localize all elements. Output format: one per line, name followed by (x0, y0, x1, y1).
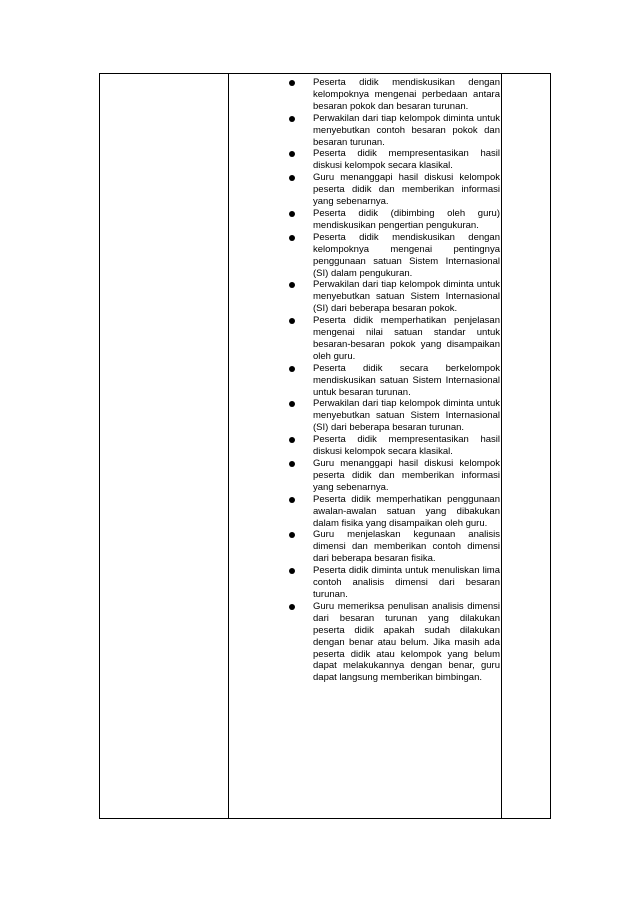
activity-item (284, 434, 500, 458)
activity-text: Guru menjelaskan kegunaan analisis dimensi dan memberikan contoh dimensi dari beberapa besaran fisika. (313, 529, 500, 565)
activity-text: Guru memeriksa penulisan analisis dimensi dari besaran turunan yang dilakukan peserta didik apakah sudah dilakukan dengan benar atau belum. Jika masih ada peserta didik atau kelompok yang belum dapat melakukannya dengan benar, guru dapat langsung memberikan bimbingan. (313, 600, 500, 684)
bullet-icon (289, 401, 295, 407)
bullet-icon (289, 568, 295, 574)
bullet-icon (289, 80, 295, 86)
activity-text: Perwakilan dari tiap kelompok diminta untuk menyebutkan satuan Sistem Internasional (SI) dari beberapa besaran pokok. (313, 279, 500, 315)
activity-item (284, 315, 500, 363)
activity-item (284, 77, 500, 113)
activity-item (284, 172, 500, 208)
bullet-icon (289, 151, 295, 157)
bullet-icon (289, 175, 295, 181)
activity-item (284, 601, 500, 684)
activity-item (284, 279, 500, 315)
bullet-icon (289, 235, 295, 241)
activity-text: Peserta didik secara berkelompok mendiskusikan satuan Sistem Internasional untuk besaran turunan. (313, 362, 500, 398)
activity-item (284, 113, 500, 149)
bullet-icon (289, 604, 295, 610)
activity-text: Peserta didik mendiskusikan dengan kelompoknya mengenai pentingnya penggunaan satuan Sistem Internasional (SI) dalam pengukuran. (313, 231, 500, 279)
bullet-icon (289, 461, 295, 467)
activity-item (284, 363, 500, 399)
activity-text: Peserta didik (dibimbing oleh guru) mendiskusikan pengertian pengukuran. (313, 207, 500, 231)
activity-cell (284, 77, 500, 684)
activity-item (284, 208, 500, 232)
bullet-icon (289, 532, 295, 538)
column-divider-2 (501, 74, 502, 818)
activity-text: Guru menanggapi hasil diskusi kelompok peserta didik dan memberikan informasi yang sebenarnya. (313, 172, 500, 208)
bullet-icon (289, 211, 295, 217)
activity-item (284, 458, 500, 494)
activity-text: Peserta didik memperhatikan penggunaan awalan-awalan satuan yang dibakukan dalam fisika yang disampaikan oleh guru. (313, 493, 500, 529)
column-divider-1 (228, 74, 229, 818)
bullet-icon (289, 366, 295, 372)
activity-item (284, 494, 500, 530)
bullet-icon (289, 497, 295, 503)
activity-text: Peserta didik mendiskusikan dengan kelompoknya mengenai perbedaan antara besaran pokok dan besaran turunan. (313, 77, 500, 112)
bullet-icon (289, 437, 295, 443)
activity-item (284, 529, 500, 565)
bullet-icon (289, 282, 295, 288)
activity-item (284, 398, 500, 434)
activity-text: Perwakilan dari tiap kelompok diminta untuk menyebutkan satuan Sistem Internasional (SI) dari beberapa besaran turunan. (313, 398, 500, 434)
bullet-icon (289, 116, 295, 122)
activity-text: Guru menanggapi hasil diskusi kelompok peserta didik dan memberikan informasi yang sebenarnya. (313, 458, 500, 493)
activity-text: Peserta didik mempresentasikan hasil diskusi kelompok secara klasikal. (313, 434, 500, 458)
activity-item (284, 232, 500, 280)
bullet-icon (289, 318, 295, 324)
activity-item (284, 565, 500, 601)
activity-text: Peserta didik diminta untuk menuliskan lima contoh analisis dimensi dari besaran turunan. (313, 565, 500, 600)
activity-text: Peserta didik memperhatikan penjelasan mengenai nilai satuan standar untuk besaran-besaran pokok yang disampaikan oleh guru. (313, 315, 500, 362)
lesson-activity-table (99, 73, 551, 819)
activity-text: Perwakilan dari tiap kelompok diminta untuk menyebutkan contoh besaran pokok dan besaran turunan. (313, 112, 500, 148)
activity-text: Peserta didik mempresentasikan hasil diskusi kelompok secara klasikal. (313, 148, 500, 172)
activity-item (284, 148, 500, 172)
